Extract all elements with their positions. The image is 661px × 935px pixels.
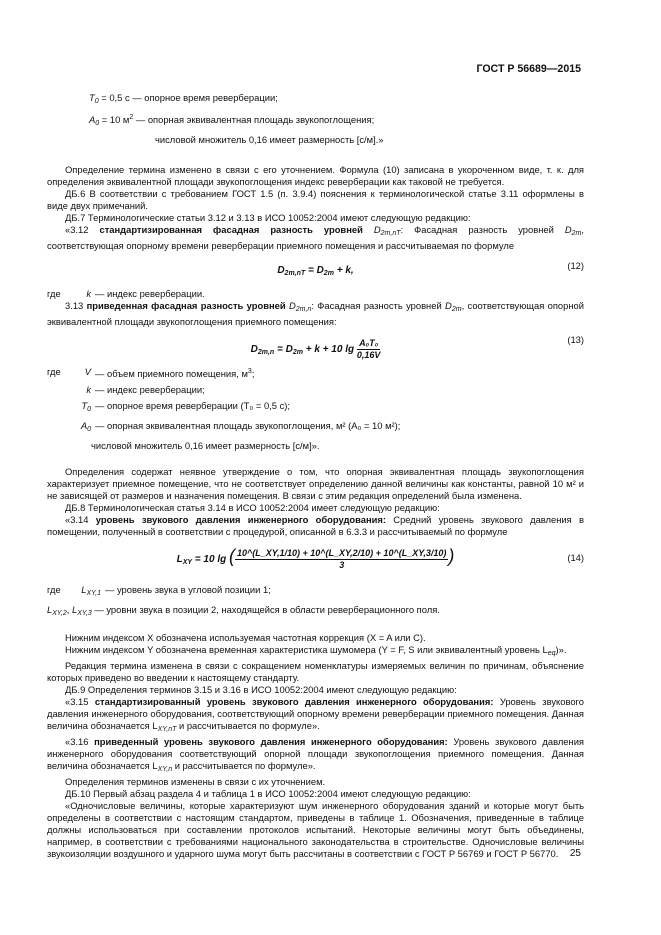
formula-12-legend: где k — индекс реверберации. xyxy=(47,288,205,299)
paragraph: Определения содержат неявное утверждение о том, что опорная эквивалентная площадь звукопоглощения характеризует приемное помещение, что не соответствует определению данной величины как константы, равной 10 м² и не зависящей от размеров и назначения помещения. В связи с этим редакция определений была изменена. xyxy=(47,466,584,501)
paragraph: Определения терминов изменены в связи с их уточнением. xyxy=(65,776,326,787)
formula-13: $D_{2m,n} = D_{2m} + k + 10$ lg $\frac{\text{A₀T₀}}{0,16V}$ (13) xyxy=(250,334,584,360)
multiplier-note: числовой множитель 0,16 имеет размерность [с/м].» xyxy=(155,134,384,145)
formula-13-legend: где V — объем приемного помещения, $м^3$; k — индекс реверберации; $T_0$ — опорное время реверберации (T₀ = 0,5 с); $A_0$ — опорная эквивалентная площадь звукопоглощения, м² (A₀ = 10 м²); числовой множитель 0,16 имеет размерность [с/м]». xyxy=(47,366,401,451)
a0-definition: $A_0 = 10$ $м^2$ — опорная эквивалентная площадь звукопоглощения; xyxy=(89,114,375,127)
paragraph: «Одночисловые величины, которые характеризуют шум инженерного оборудования зданий и которые могут быть определены в соответствии с настоящим стандартом, приведены в таблице 1. Обозначения, приведенные в таблице должны использоваться при составлении протоколов испытаний. Некоторые величины могут быть объединены, например, в соответствии с требованиями национального законодательства в строительстве. Одночисловые величины звукоизоляции воздушного и ударного шума могут быть рассчитаны в соответствии с ГОСТ Р 56769 и ГОСТ Р 56770. xyxy=(47,800,584,859)
page-number: 25 xyxy=(569,848,581,859)
formula-number: (12) xyxy=(567,260,584,271)
term-3-12: «3.12 стандартизированная фасадная разность уровней $D_{2m,nT}$: Фасадная разность уровней $D_{2m}$, соответствующая опорному времени реверберации приемного помещения и рассчитываемая по формуле xyxy=(47,224,584,251)
note-y: Нижним индексом Y обозначена временная характеристика шумомера (Y = F, S или эквивалентный уровень $L_{eq}$)». xyxy=(65,644,567,657)
paragraph: Определение термина изменено в связи с его уточнением. Формула (10) записана в укороченном виде, т. к. для определения эквивалентной площади звукопоглощения индекс реверберации как таковой не требуется. xyxy=(47,164,584,187)
page-content xyxy=(47,92,584,860)
formula-14-legend: где $L_{XY,1}$ — уровень звука в угловой позиции 1; $L_{XY,2}$, $L_{XY,3}$ — уровни звука в позиции 2, находящейся в области реверберационного поля. xyxy=(47,584,440,617)
document-number: ГОСТ Р 56689—2015 xyxy=(476,63,581,75)
formula-14: $L_{XY} = 10$ lg ( $\frac{10\^{}(L\_XY,1/10) + 10\^{}(L\_XY,2/10) + 10\^{}(L\_XY,3/10)}{3}$ ) (14) xyxy=(176,546,584,570)
t0-definition: $T_0 = 0,5$ с — опорное время реверберации; xyxy=(89,92,278,105)
fraction: $\frac{10\^{}(L\_XY,1/10) + 10\^{}(L\_XY,2/10) + 10\^{}(L\_XY,3/10)}{3}$ xyxy=(237,548,447,570)
paragraph: ДБ.8 Терминологическая статья 3.14 в ИСО 10052:2004 имеет следующую редакцию: xyxy=(65,502,440,513)
term-3-16: «3.16 приведенный уровень звукового давления инженерного оборудования: Уровень звукового давления инженерного оборудования соответствующий опорной площади звукопоглощения приемного помещения. Данная величина обозначается $L_{XY,n}$ и рассчитывается по формуле». xyxy=(47,736,585,773)
paragraph: ДБ.9 Определения терминов 3.15 и 3.16 в ИСО 10052:2004 имеют следующую редакцию: xyxy=(65,684,457,695)
paragraph: ДБ.7 Терминологические статьи 3.12 и 3.13 в ИСО 10052:2004 имеют следующую редакцию: xyxy=(65,212,471,223)
term-3-15: «3.15 стандартизированный уровень звукового давления инженерного оборудования: Уровень звукового давления инженерного оборудования, соответствующий опорному времени реверберации приемного помещения. Данная величина обозначается $L_{XY,nT}$ и рассчитывается по формуле». xyxy=(47,696,584,733)
formula-12: $D_{2m,nT} = D_{2m} + k$, (12) xyxy=(277,260,584,277)
term-3-14: «3.14 уровень звукового давления инженерного оборудования: Средний уровень звукового давления в помещении, полученный в соответствии с процедурой, описанной в 6.3.3 и рассчитываемый по формуле xyxy=(47,514,584,537)
note-x: Нижним индексом X обозначена используемая частотная коррекция (X = A или C). xyxy=(65,632,426,643)
paragraph: ДБ.6 В соответствии с требованием ГОСТ 1.5 (п. 3.9.4) пояснения к терминологической статье 3.11 оформлены в виде двух примечаний. xyxy=(47,188,584,211)
term-3-13: 3.13 приведенная фасадная разность уровней $D_{2m,n}$: Фасадная разность уровней $D_{2m}$, соответствующая опорной эквивалентной площади звукопоглощения приемного помещения: xyxy=(47,300,584,327)
formula-number: (13) xyxy=(567,334,584,345)
formula-number: (14) xyxy=(567,552,584,563)
fraction: $\frac{\text{A₀T₀}}{0,16V}$ xyxy=(356,338,381,360)
paragraph: ДБ.10 Первый абзац раздела 4 и таблица 1 в ИСО 10052:2004 имеют следующую редакцию: xyxy=(65,788,471,799)
paragraph: Редакция термина изменена в связи с сокращением номенклатуры измеряемых величин по причинам, объяснение которых приведено во введении к настоящему стандарту. xyxy=(47,660,584,683)
